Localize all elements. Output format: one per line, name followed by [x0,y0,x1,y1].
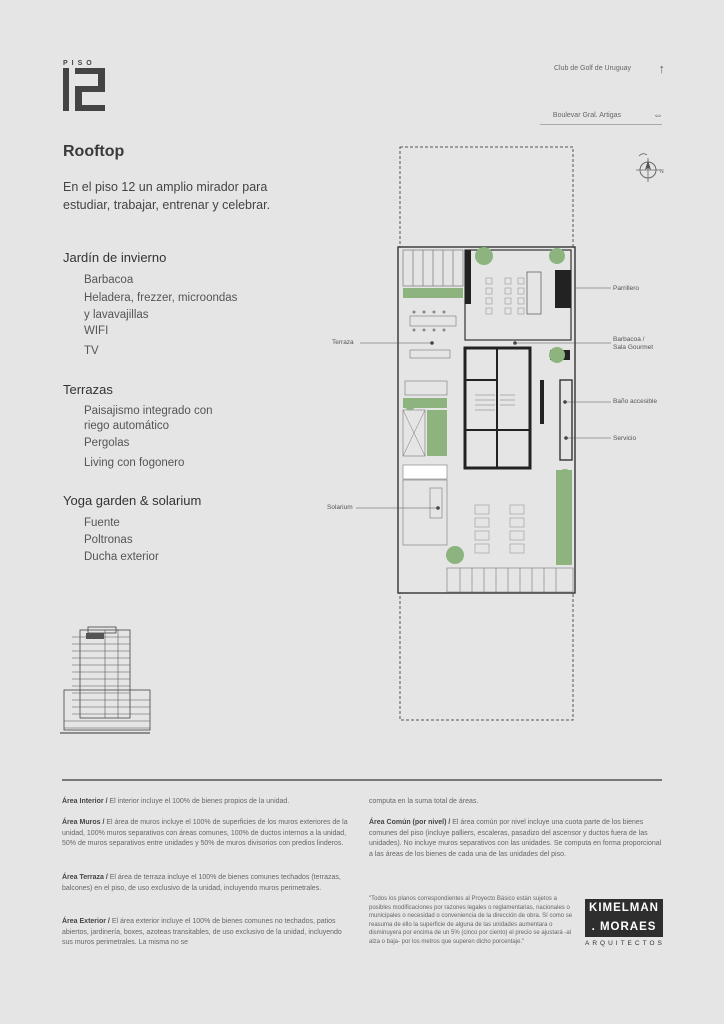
list-item: Pergolas [84,437,130,449]
footer-text: El interior incluye el 100% de bienes propios de la unidad. [109,798,290,805]
list-item: Paisajismo integrado con riego automático [84,405,213,432]
section-title-yoga: Yoga garden & solarium [63,493,202,508]
footer-area-exterior [62,917,352,949]
plan-label-parrillero: Parrillero [613,285,640,292]
footer-area-muros [62,818,352,850]
list-item: WIFI [84,325,109,337]
section-title-terrazas: Terrazas [63,382,113,397]
footer-heading: Área Común (por nivel) / [369,819,451,826]
list-item: Fuente [84,517,120,529]
list-item: Barbacoa [84,274,134,286]
brand-subtitle: ARQUITECTOS [585,940,665,947]
footer-text: El área de terraza incluye el 100% de bienes comunes techados (terrazas, balcones) en el piso, de uso exclusivo de la unidad, incluyendo muros perimetrales. [62,874,341,892]
list-item: Living con fogonero [84,457,185,469]
footer-heading: Área Interior / [62,798,108,805]
list-item: Poltronas [84,534,133,546]
footer-exterior-cont: computa en la suma total de áreas. [369,798,479,805]
plan-label-terraza: Terraza [332,339,354,346]
side-reference: Boulevar Gral. Artigas [552,112,621,119]
page-title: Rooftop [63,143,125,160]
list-item: TV [84,345,99,357]
footer-text: El área de muros incluye el 100% de superficies de los muros exteriores de la unidad, 100% muros separativos con áreas comunes, 100% de ductos internos a la unidad, 50% de muros separativos entre unidades y 50% de muros divisorios con predios linderos. [62,819,348,847]
logo-piso-label: PISO [63,60,96,67]
brand-line-2: . MORAES [585,918,663,937]
footer-area-terraza [62,873,352,894]
plan-label-solarium: Solarium [327,504,353,511]
divider [540,124,662,125]
footer-text: El área común por nivel incluye una cuota parte de los bienes comunes del piso (incluye palliers, escaleras, pasadizo del ascensor y ductos fuera de las unidades). No incluye muros separativos con las unidades. Se computa en forma proporcional a las áreas de los bienes de cada una de las unidades del piso. [369,819,662,858]
footer-area-interior [62,797,352,808]
list-item: Heladera, frezzer, microondas y lavavajillas [84,292,238,321]
plan-label-servicio: Servicio [613,435,637,442]
footer-text: El área exterior incluye el 100% de bienes comunes no techados, patios abiertos, jardinería, boxes, azoteas transitables, de uso exclusivo de la unidad, incluyendo sus muros perimetrales. La misma no se [62,918,342,946]
north-reference: Club de Golf de Uruguay [553,65,631,72]
list-item: Ducha exterior [84,551,159,563]
footer-heading: Área Exterior / [62,918,110,925]
brand-line-1: KIMELMAN [585,899,663,918]
footer-area-comun [369,818,664,860]
intro-text: En el piso 12 un amplio mirador para estudiar, trabajar, entrenar y celebrar. [63,180,271,212]
svg-text:N: N [660,169,664,175]
arrow-left-right-icon: ⇔ [653,110,663,121]
building-elevation-icon [60,625,150,735]
plan-label-bano: Baño accesible [613,398,658,405]
arrow-up-icon: ↑ [658,61,665,76]
footer-heading: Área Muros / [62,819,105,826]
footer-heading: Área Terraza / [62,874,108,881]
footer-divider [62,779,662,781]
brand-logo [585,899,663,947]
disclaimer-note: "Todos los planos correspondientes al Proyecto Básico están sujetos a posibles modificaciones por razones legales o reglamentarias, nacionales o municipales o necesidad o conveniencia de la dirección de obra. Sí como se reasuma de ello la superficie de alguna de las unidades aumentara o disminuyera por encima de un 5% (cinco por ciento) el precio se ajustará -al alza o baja- por los metros que superen dicho porcentaje." [369,896,573,945]
floor-number-logo [62,66,108,112]
section-title-jardin: Jardín de invierno [63,250,167,265]
plan-label-barbacoa: Barbacoa / Sala Gourmet [613,336,654,351]
